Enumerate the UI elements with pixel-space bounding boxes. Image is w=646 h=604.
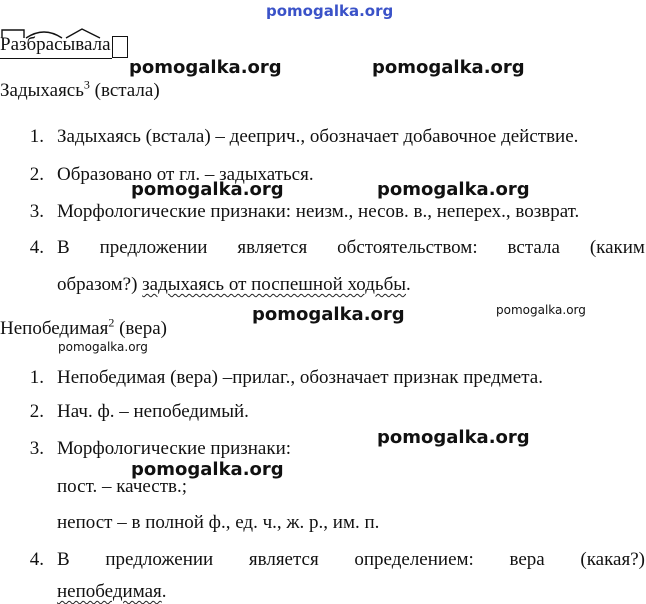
watermark: pomogalka.org	[129, 57, 282, 78]
underlined-phrase: задыхаясь от поспешной ходьбы	[142, 274, 407, 295]
list-number: 1.	[29, 126, 44, 147]
list-item-justified	[57, 237, 645, 259]
list-item: Нач. ф. – непобедимый.	[57, 401, 249, 422]
list-number: 4.	[29, 237, 44, 258]
period: .	[161, 581, 167, 602]
word: (каким	[589, 237, 645, 258]
period: .	[406, 274, 411, 295]
word: предложении	[105, 549, 214, 570]
list-subitem: непост – в полной ф., ед. ч., ж. р., им. п.	[57, 512, 380, 533]
section-heading	[0, 315, 167, 340]
list-number: 2.	[29, 164, 44, 185]
list-item: Морфологические признаки:	[57, 438, 292, 459]
list-item: Образовано от гл. – задыхаться.	[57, 164, 314, 185]
list-item: Морфологические признаки: неизм., несов. в., неперех., возврат.	[57, 201, 580, 222]
word: В	[57, 549, 70, 570]
watermark-small: pomogalka.org	[58, 340, 148, 354]
heading-context: (вера)	[119, 318, 167, 339]
watermark: pomogalka.org	[252, 304, 405, 325]
heading-sup: 3	[83, 77, 90, 92]
list-number: 3.	[29, 201, 44, 222]
watermark: pomogalka.org	[377, 427, 530, 448]
underlined-phrase: непобедимая	[57, 581, 162, 602]
word: вера	[509, 549, 545, 570]
heading-context: (встала)	[94, 80, 160, 101]
list-item-continuation	[57, 581, 167, 603]
heading-word: Непобедимая	[0, 318, 109, 339]
word: является	[237, 237, 308, 258]
plain-text: образом?)	[57, 274, 143, 295]
watermark: pomogalka.org	[131, 459, 284, 480]
list-item-continuation	[57, 274, 411, 296]
word: В	[57, 237, 70, 258]
heading-sup: 2	[108, 315, 115, 330]
word: обстоятельством:	[337, 237, 478, 258]
list-number: 4.	[29, 549, 44, 570]
word: встала	[507, 237, 560, 258]
word: определением:	[354, 549, 474, 570]
list-subitem: пост. – качеств.;	[57, 476, 188, 497]
list-number: 3.	[29, 438, 44, 459]
list-number: 1.	[29, 367, 44, 388]
section-heading	[0, 77, 160, 102]
ending-box	[112, 36, 128, 58]
list-item-justified	[57, 549, 645, 571]
list-item: Непобедимая (вера) –прилаг., обозначает признак предмета.	[57, 367, 543, 388]
word-analysis	[0, 34, 111, 56]
watermark: pomogalka.org	[372, 57, 525, 78]
base-line	[0, 58, 112, 59]
watermark: pomogalka.org	[131, 179, 284, 200]
analyzed-word: Разбрасывала	[0, 34, 111, 55]
list-item: Задыхаясь (встала) – дееприч., обозначает добавочное действие.	[57, 126, 579, 147]
word: (какая?)	[580, 549, 645, 570]
heading-word: Задыхаясь	[0, 80, 84, 101]
word: предложении	[99, 237, 208, 258]
word: является	[248, 549, 319, 570]
watermark: pomogalka.org	[377, 179, 530, 200]
watermark-top: pomogalka.org	[266, 2, 394, 20]
list-number: 2.	[29, 401, 44, 422]
watermark-small: pomogalka.org	[496, 303, 586, 317]
